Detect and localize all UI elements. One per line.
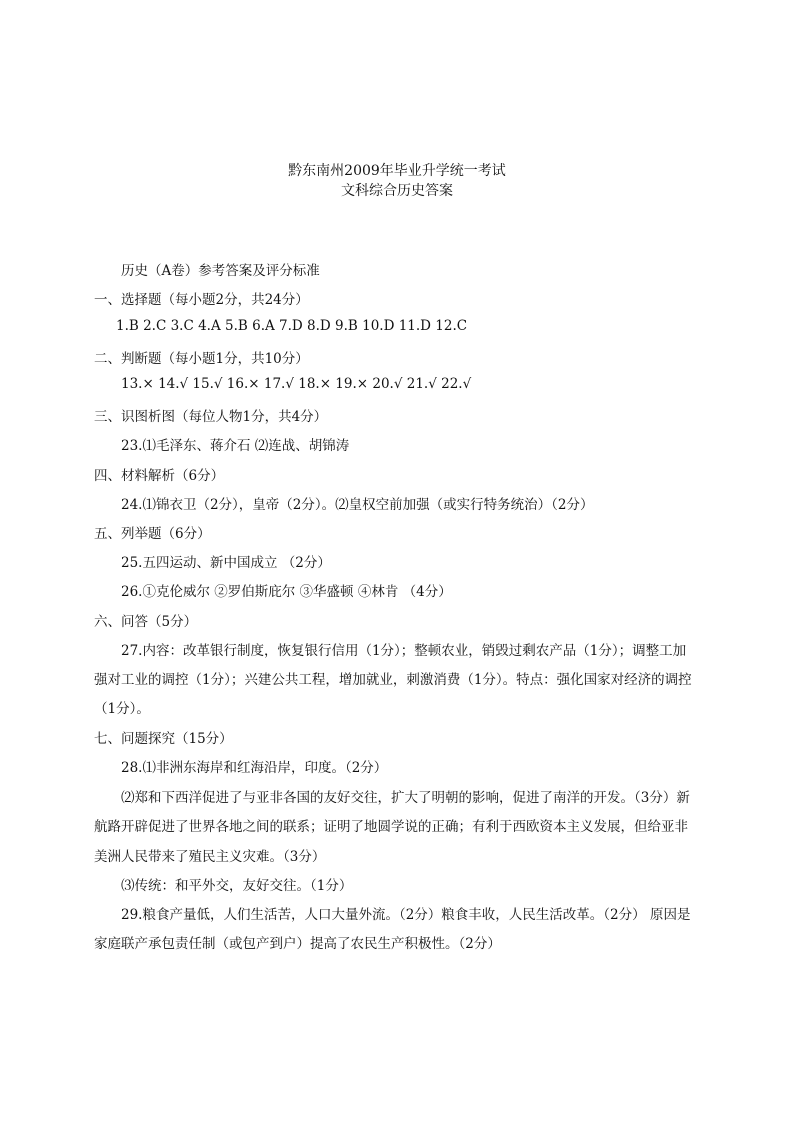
answer-26: 26.①克伦威尔 ②罗伯斯庇尔 ③华盛顿 ④林肯 （4分） [121, 584, 452, 600]
answer-29-line2: 家庭联产承包责任制（或包产到户）提高了农民生产积极性。（2分） [94, 936, 501, 952]
answer-28-part3: ⑶传统：和平外交，友好交往。（1分） [121, 878, 353, 894]
doc-subtitle: 历史（A卷）参考答案及评分标准 [121, 263, 320, 279]
answer-24: 24.⑴锦衣卫（2分），皇帝（2分）。⑵皇权空前加强（或实行特务统治）（2分） [121, 497, 594, 513]
section-5-heading: 五、列举题（6分） [94, 526, 211, 542]
answer-28-part1: 28.⑴非洲东海岸和红海沿岸，印度。（2分） [121, 760, 388, 776]
section-7-heading: 七、问题探究（15分） [94, 731, 233, 747]
answer-28-part2-line2: 航路开辟促进了世界各地之间的联系；证明了地圆学说的正确；有利于西欧资本主义发展，但给亚非 [94, 819, 688, 835]
doc-title-line1: 黔东南州2009年毕业升学统一考试 [288, 163, 506, 179]
section-3-heading: 三、识图析图（每位人物1分，共4分） [94, 409, 328, 425]
answer-27-line2: 强对工业的调控（1分）；兴建公共工程，增加就业，刺激消费（1分）。特点：强化国家对经济的调控 [94, 672, 692, 688]
section-2-answers: 13.× 14.√ 15.√ 16.× 17.√ 18.× 19.× 20.√ 21.√ 22.√ [121, 376, 472, 392]
section-6-heading: 六、问答（5分） [94, 614, 198, 630]
section-2-heading: 二、判断题（每小题1分，共10分） [94, 351, 309, 367]
answer-28-part2-line3: 美洲人民带来了殖民主义灾难。（3分） [94, 849, 326, 865]
section-4-heading: 四、材料解析（6分） [94, 468, 225, 484]
answer-27-line1: 27.内容：改革银行制度，恢复银行信用（1分）；整顿农业，销毁过剩农产品（1分）；调整工加 [121, 643, 687, 659]
answer-25: 25.五四运动、新中国成立 （2分） [121, 555, 331, 571]
answer-28-part2-line1: ⑵郑和下西洋促进了与亚非各国的友好交往，扩大了明朝的影响，促进了南洋的开发。（3分）新 [121, 790, 690, 806]
answer-23: 23.⑴毛泽东、蒋介石 ⑵连战、胡锦涛 [121, 438, 350, 454]
doc-title-line2: 文科综合历史答案 [341, 183, 453, 199]
answer-27-line3: （1分）。 [94, 701, 150, 717]
section-1-heading: 一、选择题（每小题2分，共24分） [94, 292, 309, 308]
section-1-answers: 1.B 2.C 3.C 4.A 5.B 6.A 7.D 8.D 9.B 10.D 11.D 12.C [116, 318, 468, 334]
answer-29-line1: 29.粮食产量低，人们生活苦，人口大量外流。（2分）粮食丰收，人民生活改革。（2分） 原因是 [121, 907, 691, 923]
